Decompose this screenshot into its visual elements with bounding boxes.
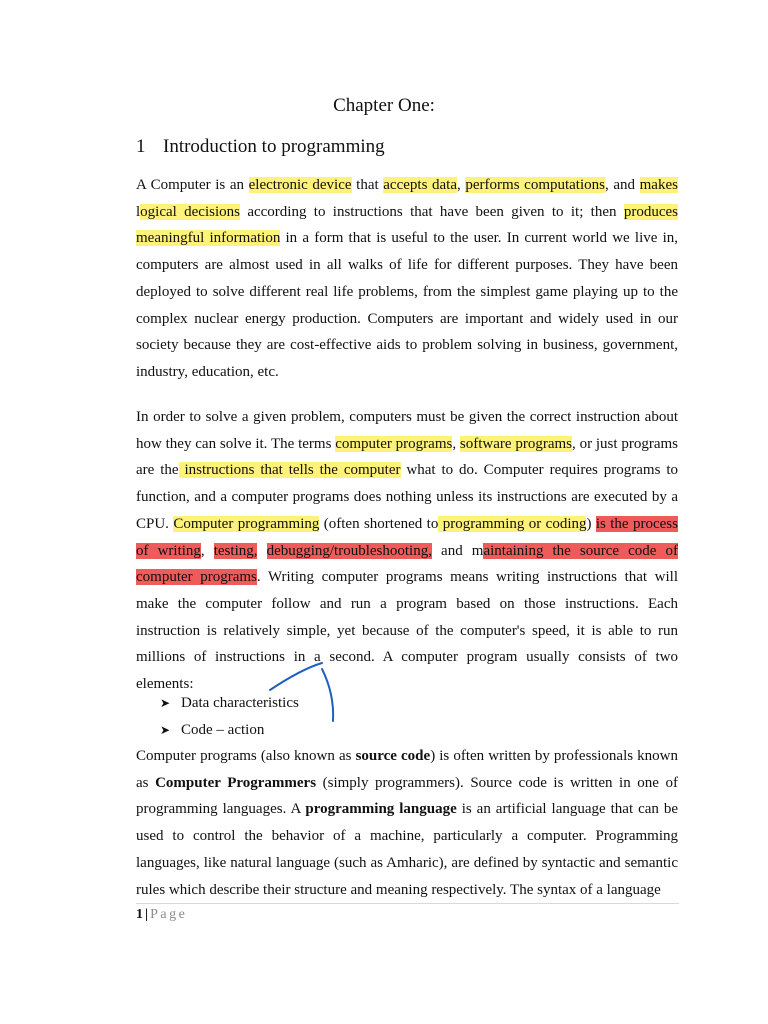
list-item <box>160 690 299 717</box>
text-run: , <box>457 177 466 193</box>
text-run: , or just programs are the <box>136 435 678 479</box>
bold-term: Computer Programmers <box>155 774 317 791</box>
paragraph-computer-definition <box>136 172 678 386</box>
section-number: 1 <box>136 136 146 157</box>
highlight-yellow: instructions that tells the computer <box>178 462 401 479</box>
highlight-yellow: programming or coding <box>438 515 587 532</box>
highlight-yellow: ogical decisions <box>140 203 240 220</box>
text-run: in a form that is useful to the user. In current world we live in, computers are almost used in all walks of life for different purposes. They have been deployed to solve different real life problems, from the simplest game playing up to the complex nuclear energy production. Computers are important and widely used in our society because they are cost-effective aids to problem solving in business, government, industry, education, etc. <box>136 230 678 380</box>
page-footer <box>136 906 187 924</box>
text-run: ) <box>586 515 596 532</box>
text-run: what to do. Computer requires programs to function, and a computer programs does nothing unless its instructions are executed by a CPU. <box>136 462 679 532</box>
text-run: , and <box>604 177 640 193</box>
text-run: is an artificial language that can be used to control the behavior of a machine, particularly a computer. Programming languages, like natural language (such as Amharic), are defined by syntactic and semantic rules which describe their structure and meaning respectively. The syntax of a language <box>136 801 679 898</box>
footer-divider <box>136 903 679 904</box>
text-run: according to instructions that have been given to it; then <box>239 203 624 220</box>
section-heading <box>136 136 696 158</box>
highlight-red: debugging/troubleshooting, <box>266 542 432 559</box>
text-run: In order to solve a given problem, computers must be given the correct instruction about how they can solve it. The terms <box>136 409 678 452</box>
highlight-yellow: accepts data <box>383 177 458 193</box>
list-item-label: Data characteristics <box>181 695 299 711</box>
arrow-bullet-icon: ➤ <box>160 696 171 710</box>
paragraph-source-code <box>136 743 678 903</box>
text-run: and m <box>431 542 484 559</box>
text-run: Computer programs (also known as <box>136 748 356 764</box>
highlight-yellow: computer programs <box>335 435 453 452</box>
paragraph-programs <box>136 404 678 698</box>
text-run: l <box>136 203 141 220</box>
highlight-red: testing, <box>213 542 258 559</box>
chapter-title: Chapter One: <box>333 95 435 116</box>
highlight-yellow: performs computations <box>465 177 605 193</box>
text-run: ) is often written by professionals known as <box>136 748 678 791</box>
highlight-red: aintaining the source code of computer programs <box>136 542 679 586</box>
highlight-yellow: makes <box>639 177 678 193</box>
text-run: (simply programmers). Source code is written in one of programming languages. A <box>136 774 679 818</box>
text-run: , <box>452 435 460 452</box>
section-title: Introduction to programming <box>163 136 385 157</box>
bold-term: source code <box>355 748 431 764</box>
bullet-list <box>160 690 299 743</box>
page-word: Page <box>150 907 188 922</box>
highlight-yellow: software programs <box>459 435 573 452</box>
text-run: (often shortened to <box>319 515 439 532</box>
text-run: that <box>351 177 384 193</box>
list-item <box>160 717 299 744</box>
text-run: , <box>200 542 214 559</box>
highlight-yellow: electronic device <box>248 177 352 193</box>
footer-separator: | <box>145 907 149 922</box>
text-run: . Writing computer programs means writing instructions that will make the computer follow and run a program based on those instructions. Each instruction is relatively simple, yet because of the computer's speed, it is able to run millions of instructions in a second. A computer program usually consists of two elements: <box>136 569 678 693</box>
bold-term: programming language <box>305 801 457 818</box>
highlight-yellow: produces meaningful information <box>136 203 678 247</box>
text-run: A Computer is an <box>136 177 249 193</box>
highlight-yellow: Computer programming <box>173 515 320 532</box>
highlight-red: is the process of writing <box>136 515 678 559</box>
arrow-bullet-icon: ➤ <box>160 722 171 737</box>
page-number: 1 <box>136 907 143 922</box>
list-item-label: Code – action <box>181 721 265 738</box>
text-run <box>257 543 266 559</box>
